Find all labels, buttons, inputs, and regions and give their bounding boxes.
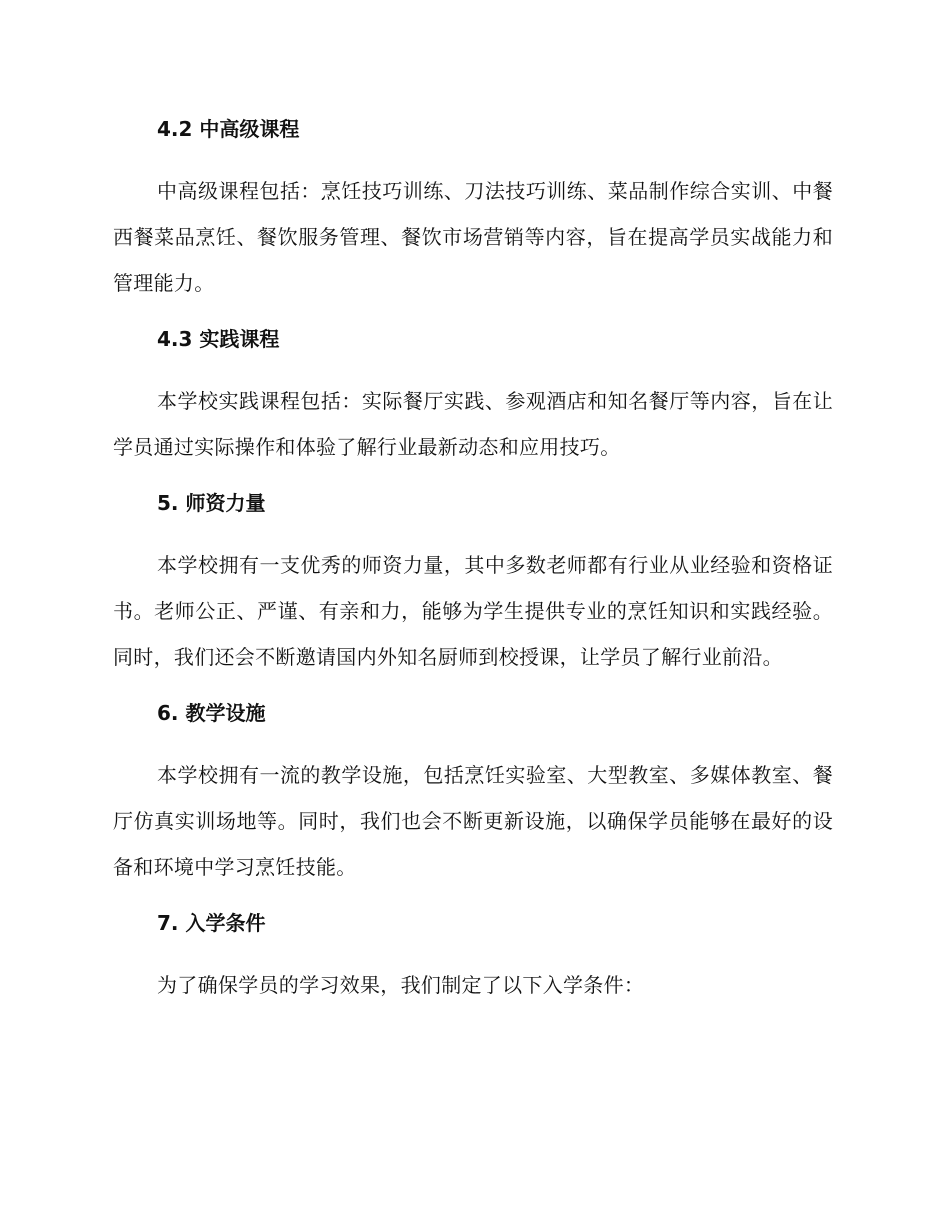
section-heading-4-2: 4.2 中高级课程 <box>157 117 300 141</box>
section-heading-6: 6. 教学设施 <box>157 701 266 725</box>
section-paragraph-5: 本学校拥有一支优秀的师资力量，其中多数老师都有行业从业经验和资格证书。老师公正、严谨、有亲和力，能够为学生提供专业的烹饪知识和实践经验。同时，我们还会不断邀请国内外知名厨师到校授课，让学员了解行业前沿。 <box>113 553 833 669</box>
section-heading-5: 5. 师资力量 <box>157 491 266 515</box>
document-body <box>113 112 833 1024</box>
section-paragraph-4-3: 本学校实践课程包括：实际餐厅实践、参观酒店和知名餐厅等内容，旨在让学员通过实际操作和体验了解行业最新动态和应用技巧。 <box>113 389 833 459</box>
section-heading-7: 7. 入学条件 <box>157 911 266 935</box>
section-paragraph-6: 本学校拥有一流的教学设施，包括烹饪实验室、大型教室、多媒体教室、餐厅仿真实训场地等。同时，我们也会不断更新设施，以确保学员能够在最好的设备和环境中学习烹饪技能。 <box>113 763 833 879</box>
section-paragraph-7: 为了确保学员的学习效果，我们制定了以下入学条件： <box>157 973 645 997</box>
section-heading-4-3: 4.3 实践课程 <box>157 327 280 351</box>
section-paragraph-4-2: 中高级课程包括：烹饪技巧训练、刀法技巧训练、菜品制作综合实训、中餐西餐菜品烹饪、餐饮服务管理、餐饮市场营销等内容，旨在提高学员实战能力和管理能力。 <box>113 179 833 295</box>
